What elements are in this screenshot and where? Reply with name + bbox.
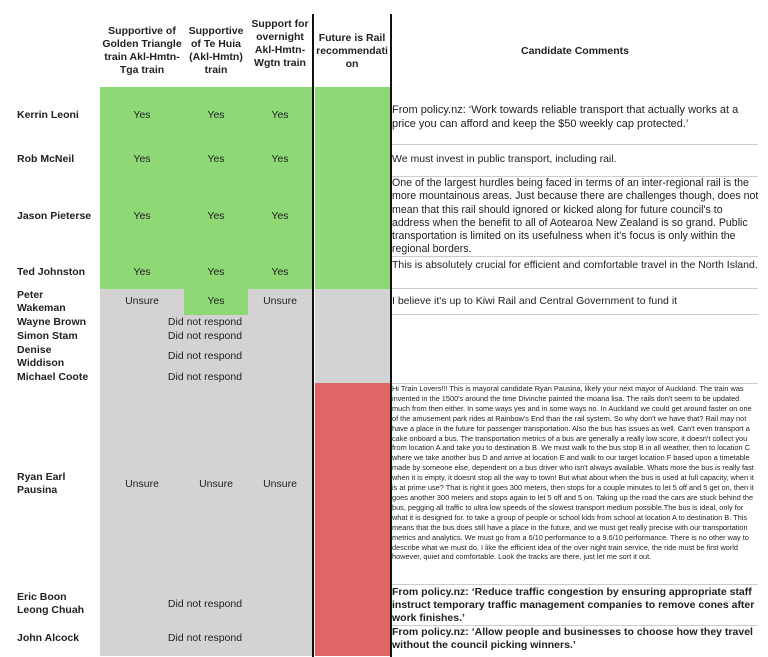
column-divider-left (312, 14, 314, 657)
candidate-name: Michael Coote (17, 371, 89, 383)
overnight-response: Unsure (263, 295, 297, 307)
te-huia-response: Yes (207, 266, 225, 278)
no-response-label: Did not respond (167, 350, 243, 362)
golden-triangle-response: Unsure (125, 478, 159, 490)
candidate-name: Simon Stam (17, 330, 78, 342)
te-huia-response: Unsure (199, 478, 233, 490)
row-divider (392, 144, 758, 145)
golden-triangle-response: Yes (133, 210, 151, 222)
row-divider (392, 314, 758, 315)
recommendation-red-block (315, 383, 390, 656)
te-huia-response: Yes (207, 153, 225, 165)
candidate-name: Ryan Earl Pausina (17, 471, 66, 496)
candidate-name: Eric Boon Leong Chuah (17, 591, 85, 616)
row-divider (392, 288, 758, 289)
no-response-label: Did not respond (167, 316, 243, 328)
overnight-response: Unsure (263, 478, 297, 490)
candidate-comment: From policy.nz: ‘Work towards reliable transport that actually works at a price you can afford and keep the $50 weekly cap protected.’ (392, 104, 739, 130)
te-huia-response: Yes (207, 210, 225, 222)
no-response-label: Did not respond (167, 371, 243, 383)
candidate-name: Rob McNeil (17, 153, 75, 165)
overnight-response: Yes (271, 210, 289, 222)
row-divider (392, 584, 758, 585)
golden-triangle-response: Yes (133, 153, 151, 165)
overnight-response: Yes (271, 266, 289, 278)
header-future-rail: Future is Rail recommendati on (316, 32, 388, 70)
candidate-comment: This is absolutely crucial for efficient and comfortable travel in the North Island. (392, 259, 758, 271)
candidate-comment: We must invest in public transport, including rail. (392, 153, 617, 165)
overnight-response: Yes (271, 153, 289, 165)
candidate-name: Kerrin Leoni (17, 109, 79, 121)
golden-triangle-response: Yes (133, 109, 151, 121)
no-response-label: Did not respond (167, 330, 243, 342)
no-response-label: Did not respond (167, 598, 243, 610)
header-candidate-comments: Candidate Comments (521, 45, 629, 57)
candidate-name: Ted Johnston (17, 266, 86, 278)
recommendation-green-block (315, 87, 390, 289)
recommendation-grey-block (315, 289, 390, 383)
header-overnight: Support for overnight Akl-Hmtn- Wgtn train (251, 18, 309, 69)
te-huia-response: Yes (207, 109, 225, 121)
candidate-comment: One of the largest hurdles being faced in terms of an inter-regional rail is the more mountainous areas. Just because there are challenges though, does not mean that this rail should ignored or kicked along for future council's to address when the benefit to all of Aotearoa New Zealand is so grand. Public transportation is limited on its usefulness when it's focus is only within the regional borders. (392, 177, 759, 256)
candidate-comment: I believe it's up to Kiwi Rail and Central Government to fund it (392, 295, 678, 307)
candidate-comment: From policy.nz: ‘Reduce traffic congestion by ensuring appropriate staff instruct temporary traffic management companies to remove cones after work finishes.’ (392, 586, 755, 624)
golden-triangle-response: Yes (133, 266, 151, 278)
candidate-comment: Hi Train Lovers!!! This is mayoral candidate Ryan Pausina, likely your next mayor of Auckland. The train was invented in the 1500's around the time Divinche painted the moana lisa. The rails don't seem to be updated much from then either. In some ways yes and in some ways no. In Auckland we could get around faster on one of the amusement park rides at Rainbow's End than the rail system. So why don't we have that? Rail may not have a place in the future for passenger transportation. Also the bus has issues as well. Can't even transport a cake onboard a bus. The transportation metrics of a bus are generally a really low score, it doesn't collect you from location A and take you to destination B. We must walk to the bus stop B in all weather, then to location C where we take another bus D and arrive at location E and walk to our target location F based upon a timetable made by someone else, dependent on a bus driver who isn't always available. Whats more the bus is really fast when it is empty, it doesnt stop all the way to town! But what about when the bus is used at full capacity, when it is at prime use? That is right it goes 300 meters, then stops for a couple minutes to let 5 off and 5 get on, then it goes another 300 meters and stops again to let 5 off and 5 on. Taking up the road the cars are stuck behind the bus, pegging all traffic to ultra low speeds of the slowest transport medium possible.The bus is ideal, only for what it is designed for. to take a group of people or school kids from school at location A to destination B. This means that the bus does still have a place in the future, and we must get really precise with our transportation metrics and analytics. We must go from a 6/10 performance to a 9.6/10 performance. There is no other way to describe what we must do. I like the efficient idea of the over night train service, the ride must be first world however, quiet and comfortable. Look the tracks are there, just let me sort it out. (392, 384, 754, 562)
candidate-name: Jason Pieterse (17, 210, 92, 222)
candidate-name: Peter Wakeman (17, 289, 66, 314)
candidate-name: Denise Widdison (17, 344, 65, 369)
header-golden-triangle: Supportive of Golden Triangle train Akl-Hmtn- Tga train (102, 25, 182, 76)
candidate-comment: From policy.nz: ‘Allow people and businesses to choose how they travel without the council picking winners.’ (392, 626, 753, 651)
te-huia-response: Yes (207, 295, 225, 307)
candidate-name: Wayne Brown (17, 316, 87, 328)
golden-triangle-response: Unsure (125, 295, 159, 307)
overnight-response: Yes (271, 109, 289, 121)
no-response-label: Did not respond (167, 632, 243, 644)
header-te-huia: Supportive of Te Huia (Akl-Hmtn) train (188, 25, 244, 76)
candidate-name: John Alcock (17, 632, 80, 644)
